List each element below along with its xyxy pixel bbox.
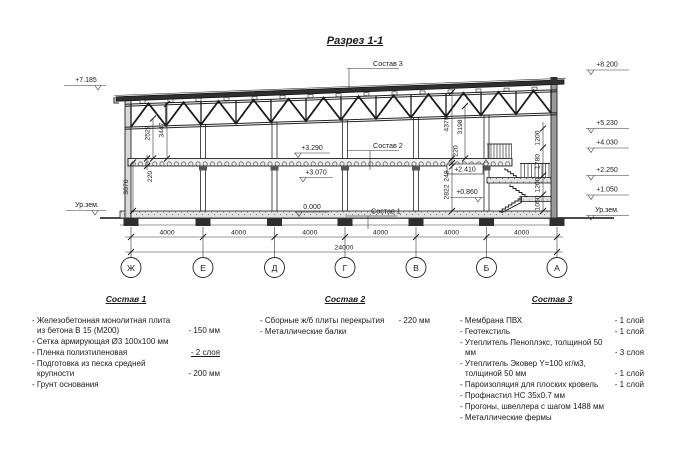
dim-248: 248: [443, 170, 451, 182]
legend-sostav2: [260, 294, 430, 338]
bottom-dims: [125, 227, 563, 257]
stair-flight-middle: [510, 185, 528, 197]
legend-item: - Мембрана ПВХ - 1 слой: [460, 315, 644, 325]
dim-3070: 3070: [123, 179, 130, 195]
bay-dim: 4000: [302, 229, 318, 237]
elev-right-8200: +8.200: [596, 61, 618, 69]
level-2410: +2.410: [454, 166, 476, 174]
bay-dim: 4000: [159, 229, 175, 237]
level-0860: +0.860: [456, 189, 478, 196]
axis-letter: Ж: [127, 262, 135, 273]
legend-item: - Геотекстиль - 1 слой: [460, 326, 644, 336]
dim-3447: 3447: [158, 122, 166, 138]
legend-item: - Утеплитель Пеноплэкс, толщиной 50 мм - 3 слоя: [460, 337, 644, 357]
dim-2822: 2822: [443, 184, 451, 200]
total-dim: 24000: [334, 244, 354, 252]
legend-item: - Грунт основания: [32, 379, 99, 389]
dim-220-left: 220: [147, 170, 154, 183]
legend-sostav3-title: Состав 3: [531, 294, 573, 304]
ground: [100, 211, 614, 225]
legend-item: - Подготовка из песка средней крупности - 200 мм: [32, 358, 220, 378]
axis-letter: Е: [200, 262, 206, 273]
axis-letter: Г: [342, 262, 348, 273]
dim-1780: 1780: [534, 153, 542, 170]
stair-flight-lower: [499, 197, 521, 213]
elev-right-1050: +1.050: [596, 186, 618, 194]
dim-4379: 4379: [443, 116, 451, 132]
legend-item: - Сетка армирующая Ø3 100х100 мм: [32, 336, 169, 346]
callout-sostav3: Состав 3: [373, 59, 403, 68]
bay-dim: 4000: [372, 229, 389, 237]
legend-item: - Прогоны, швеллера с шагом 1488 мм: [460, 401, 605, 411]
legend-item: - Пароизоляция для плоских кровель - 1 слой: [460, 379, 644, 389]
elev-right-ground: Ур.зем.: [595, 207, 619, 214]
elev-left-ground: Ур.зем.: [75, 202, 99, 209]
legend-item: - Утеплитель Эковер Y=100 кг/м3, толщиной 50 мм - 1 слой: [460, 358, 644, 378]
legend-item: - Профнастил НС 35х0.7 мм: [460, 390, 566, 400]
dim-1050: 1050: [534, 195, 542, 211]
legend-item: - Металлические фермы: [460, 412, 552, 422]
level-3290: +3.290: [301, 145, 323, 152]
elev-right-4030: +4.030: [596, 139, 618, 147]
axis-letter: Б: [483, 262, 490, 273]
dim-3198: 3198: [457, 119, 464, 135]
stair-flight-upper: [505, 168, 519, 177]
elev-right-2250: +2.250: [596, 167, 618, 174]
level-3070: +3.070: [305, 169, 327, 177]
axis-letter: Д: [271, 262, 278, 273]
axis-letter: В: [413, 262, 419, 273]
elev-right-5230: +5.230: [596, 120, 618, 127]
legend-sostav1: [32, 294, 220, 391]
legend-sostav1-title: Состав 1: [105, 294, 147, 304]
callout-sostav1: Состав 1: [371, 206, 401, 216]
dim-1200b: 1200: [534, 177, 542, 193]
dim-220-right: 220: [452, 145, 460, 157]
level-0000: 0.000: [303, 204, 321, 211]
dim-2527: 2527: [144, 125, 152, 141]
dim-1200a: 1200: [534, 130, 542, 146]
legend-item: - Пленка полиэтиленовая - 2 слоя: [32, 347, 220, 357]
bay-dim: 4000: [231, 229, 247, 237]
legend-item: - Сборные ж/б плиты перекрытия - 220 мм: [260, 315, 430, 325]
bay-dim: 4000: [514, 229, 530, 237]
elev-left-top: +7.185: [75, 77, 97, 84]
legend-sostav3: [460, 294, 644, 424]
axis-letter: А: [554, 262, 560, 273]
legend-item: - Железобетонная монолитная плита из бетона В 15 (М200) - 150 мм: [32, 315, 220, 335]
callout-sostav2: Состав 2: [373, 141, 403, 150]
bay-dim: 4000: [443, 229, 460, 237]
legend-sostav2-title: Состав 2: [324, 294, 366, 304]
railing-floor: [487, 144, 512, 159]
legend-item: - Металлические балки: [260, 326, 347, 336]
drawing-title: Разрез 1-1: [326, 35, 384, 47]
